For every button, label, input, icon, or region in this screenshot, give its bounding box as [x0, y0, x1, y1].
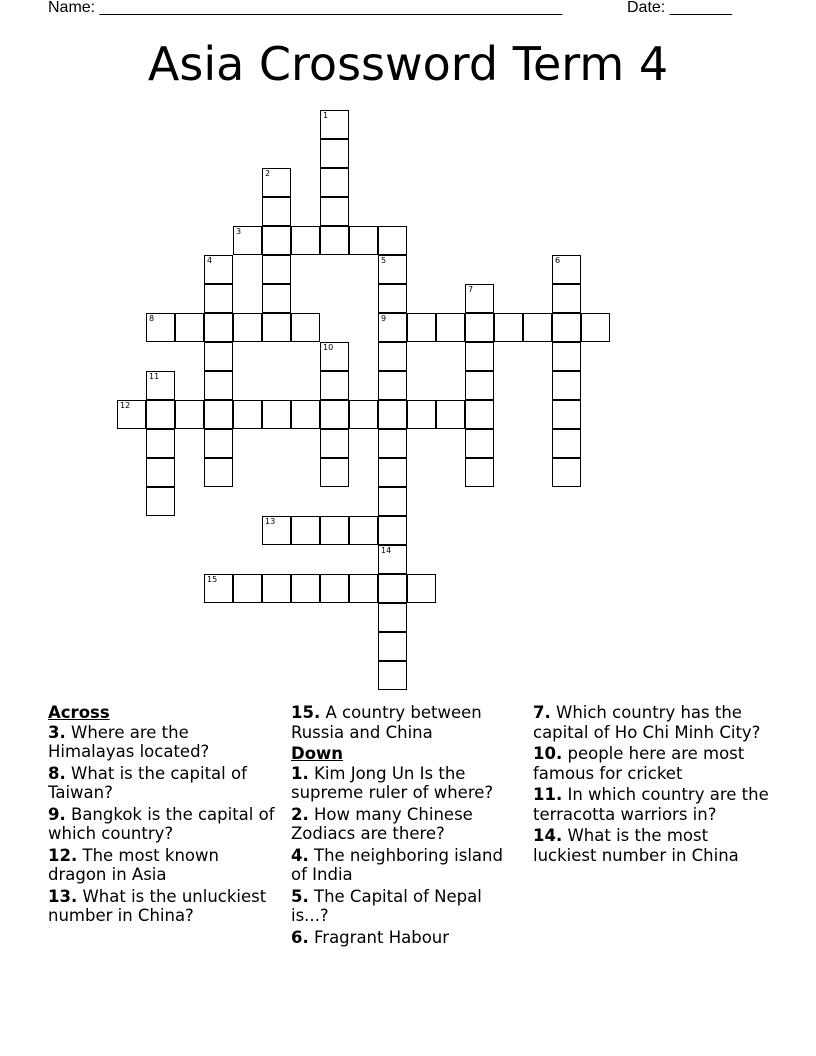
grid-cell[interactable] — [320, 371, 349, 400]
grid-cell[interactable] — [349, 226, 378, 255]
grid-cell[interactable] — [146, 429, 175, 458]
grid-cell[interactable] — [204, 371, 233, 400]
grid-cell[interactable] — [552, 458, 581, 487]
grid-cell[interactable] — [204, 284, 233, 313]
grid-cell[interactable] — [146, 458, 175, 487]
grid-cell[interactable] — [291, 313, 320, 342]
cell-number: 8 — [149, 314, 155, 323]
grid-cell[interactable] — [378, 313, 407, 342]
grid-cell[interactable] — [378, 574, 407, 603]
clue-across-3: 3. Where are the Himalayas located? — [48, 722, 210, 761]
grid-cell[interactable] — [146, 371, 175, 400]
grid-cell[interactable] — [465, 458, 494, 487]
grid-cell[interactable] — [204, 574, 233, 603]
cell-number: 13 — [265, 517, 276, 526]
grid-cell[interactable] — [378, 226, 407, 255]
grid-cell[interactable] — [146, 313, 175, 342]
grid-cell[interactable] — [146, 487, 175, 516]
clue-down-1: 1. Kim Jong Un Is the supreme ruler of where? — [291, 763, 494, 802]
cell-number: 3 — [236, 227, 242, 236]
clue-across-12: 12. The most known dragon in Asia — [48, 845, 219, 884]
name-field[interactable]: Name: ____________________________________________________ — [48, 0, 563, 16]
grid-cell[interactable] — [262, 168, 291, 197]
cell-number: 14 — [381, 546, 392, 555]
grid-cell[interactable] — [175, 400, 204, 429]
grid-cell[interactable] — [378, 429, 407, 458]
grid-cell[interactable] — [262, 255, 291, 284]
grid-cell[interactable] — [291, 516, 320, 545]
grid-cell[interactable] — [233, 313, 262, 342]
grid-cell[interactable] — [175, 313, 204, 342]
grid-cell[interactable] — [407, 574, 436, 603]
grid-cell[interactable] — [465, 400, 494, 429]
grid-cell[interactable] — [320, 168, 349, 197]
grid-cell[interactable] — [204, 400, 233, 429]
clue-down-4: 4. The neighboring island of India — [291, 845, 503, 884]
grid-cell[interactable] — [320, 342, 349, 371]
clue-across-8: 8. What is the capital of Taiwan? — [48, 763, 247, 802]
grid-cell[interactable] — [378, 342, 407, 371]
grid-cell[interactable] — [262, 516, 291, 545]
clue-down-10: 10. people here are most famous for cricket — [533, 744, 745, 783]
grid-cell[interactable] — [378, 516, 407, 545]
grid-cell[interactable] — [262, 400, 291, 429]
across-heading: Across — [48, 703, 110, 722]
grid-cell[interactable] — [233, 574, 262, 603]
grid-cell[interactable] — [320, 574, 349, 603]
grid-cell[interactable] — [262, 313, 291, 342]
grid-cell[interactable] — [378, 603, 407, 632]
grid-cell[interactable] — [320, 226, 349, 255]
grid-cell[interactable] — [291, 574, 320, 603]
grid-cell[interactable] — [320, 458, 349, 487]
grid-cell[interactable] — [581, 313, 610, 342]
grid-cell[interactable] — [407, 313, 436, 342]
cell-number: 4 — [207, 256, 213, 265]
grid-cell[interactable] — [320, 197, 349, 226]
grid-cell[interactable] — [465, 371, 494, 400]
grid-cell[interactable] — [407, 400, 436, 429]
grid-cell[interactable] — [436, 313, 465, 342]
grid-cell[interactable] — [378, 284, 407, 313]
grid-cell[interactable] — [349, 400, 378, 429]
grid-cell[interactable] — [262, 574, 291, 603]
cell-number: 5 — [381, 256, 387, 265]
grid-cell[interactable] — [204, 342, 233, 371]
cell-number: 2 — [265, 169, 271, 178]
grid-cell[interactable] — [117, 400, 146, 429]
grid-cell[interactable] — [349, 574, 378, 603]
clue-across-15: 15. A country between Russia and China — [291, 703, 482, 742]
clue-down-7: 7. Which country has the capital of Ho Chi Minh City? — [533, 703, 761, 742]
grid-cell[interactable] — [378, 545, 407, 574]
clue-across-9: 9. Bangkok is the capital of which country? — [48, 804, 275, 843]
grid-cell[interactable] — [465, 342, 494, 371]
grid-cell[interactable] — [465, 429, 494, 458]
grid-cell[interactable] — [378, 661, 407, 690]
grid-cell[interactable] — [146, 400, 175, 429]
clue-down-5: 5. The Capital of Nepal is...? — [291, 886, 482, 925]
down-heading: Down — [291, 744, 344, 763]
grid-cell[interactable] — [378, 458, 407, 487]
grid-cell[interactable] — [378, 400, 407, 429]
grid-cell[interactable] — [204, 429, 233, 458]
clue-down-6: 6. Fragrant Habour — [291, 927, 450, 947]
grid-cell[interactable] — [320, 400, 349, 429]
date-field[interactable]: Date: _______ — [627, 0, 732, 16]
cell-number: 7 — [468, 285, 474, 294]
grid-cell[interactable] — [320, 429, 349, 458]
clue-down-2: 2. How many Chinese Zodiacs are there? — [291, 804, 473, 843]
cell-number: 9 — [381, 314, 387, 323]
grid-cell[interactable] — [494, 313, 523, 342]
clue-down-14: 14. What is the most luckiest number in China — [533, 826, 739, 865]
grid-cell[interactable] — [320, 516, 349, 545]
grid-cell[interactable] — [204, 313, 233, 342]
grid-cell[interactable] — [291, 226, 320, 255]
grid-cell[interactable] — [204, 255, 233, 284]
grid-cell[interactable] — [204, 458, 233, 487]
grid-cell[interactable] — [262, 226, 291, 255]
grid-cell[interactable] — [552, 342, 581, 371]
cell-number: 6 — [555, 256, 561, 265]
grid-cell[interactable] — [233, 226, 262, 255]
grid-cell[interactable] — [378, 255, 407, 284]
grid-cell[interactable] — [378, 371, 407, 400]
grid-cell[interactable] — [465, 313, 494, 342]
grid-cell[interactable] — [262, 284, 291, 313]
cell-number: 1 — [323, 111, 329, 120]
grid-cell[interactable] — [552, 371, 581, 400]
grid-cell[interactable] — [523, 313, 552, 342]
grid-cell[interactable] — [291, 400, 320, 429]
clue-column-1 — [48, 703, 280, 928]
clue-down-11: 11. In which country are the terracotta warriors in? — [533, 785, 769, 824]
grid-cell[interactable] — [552, 400, 581, 429]
clue-column-3 — [533, 703, 773, 867]
clue-across-13: 13. What is the unluckiest number in China? — [48, 886, 267, 925]
cell-number: 11 — [149, 372, 160, 381]
grid-cell[interactable] — [320, 139, 349, 168]
cell-number: 12 — [120, 401, 131, 410]
grid-cell[interactable] — [378, 632, 407, 661]
cell-number: 15 — [207, 575, 218, 584]
grid-cell[interactable] — [378, 487, 407, 516]
clue-column-2 — [291, 703, 523, 949]
grid-cell[interactable] — [465, 284, 494, 313]
grid-cell[interactable] — [349, 516, 378, 545]
grid-cell[interactable] — [552, 255, 581, 284]
grid-cell[interactable] — [552, 284, 581, 313]
grid-cell[interactable] — [436, 400, 465, 429]
grid-cell[interactable] — [552, 313, 581, 342]
grid-cell[interactable] — [320, 110, 349, 139]
grid-cell[interactable] — [552, 429, 581, 458]
grid-cell[interactable] — [262, 197, 291, 226]
cell-number: 10 — [323, 343, 334, 352]
page-title: Asia Crossword Term 4 — [147, 37, 669, 91]
grid-cell[interactable] — [233, 400, 262, 429]
